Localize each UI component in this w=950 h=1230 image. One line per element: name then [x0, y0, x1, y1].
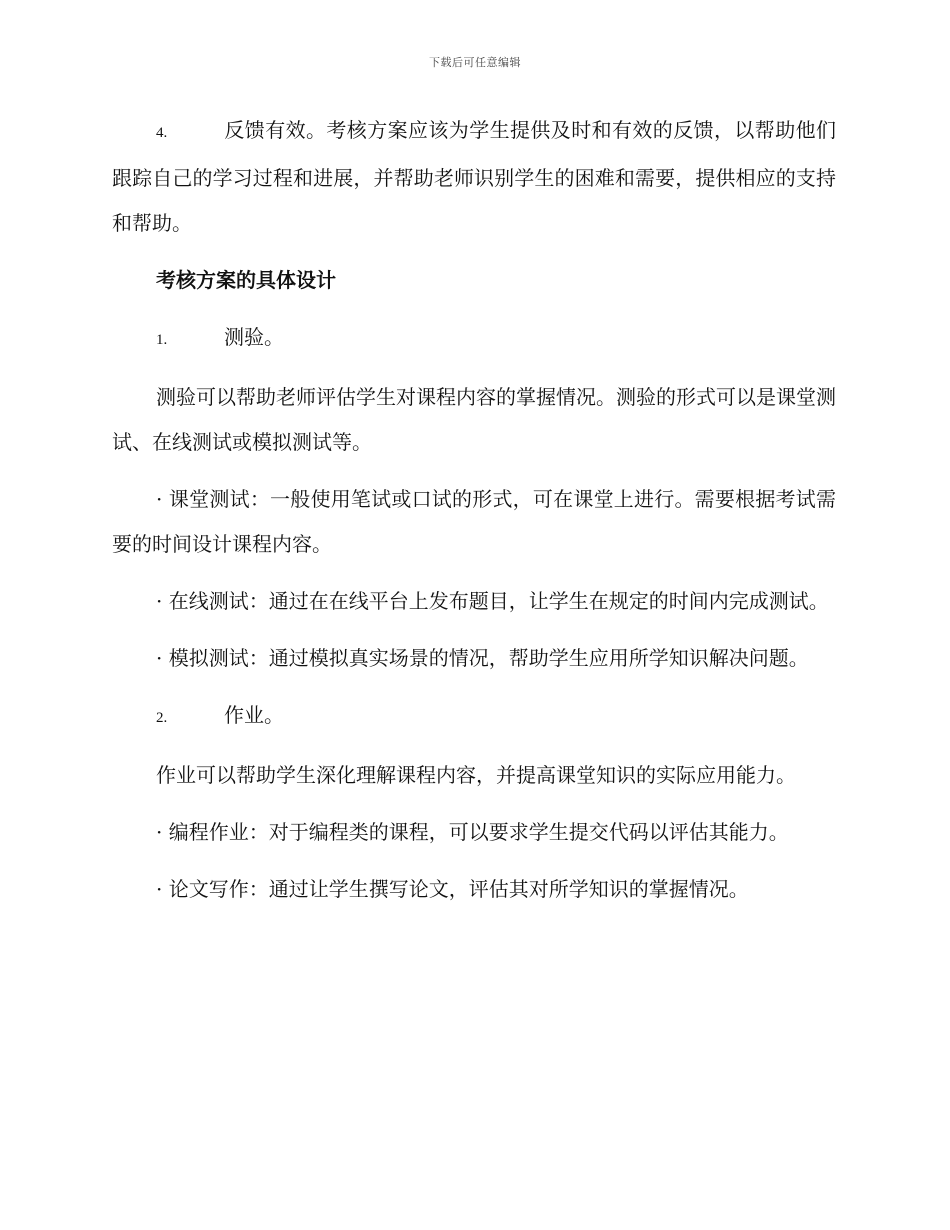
- homework-intro-paragraph: 作业可以帮助学生深化理解课程内容，并提高课堂知识的实际应用能力。: [156, 763, 796, 787]
- numbered-item-1: [112, 315, 836, 363]
- item-text: 反馈有效。考核方案应该为学生提供及时和有效的反馈，以帮助他们跟踪自己的学习过程和进展，并帮助老师识别学生的困难和需要，提供相应的支持和帮助。: [112, 118, 836, 235]
- bullet-programming-homework: · 编程作业：对于编程类的课程，可以要求学生提交代码以评估其能力。: [156, 820, 789, 844]
- numbered-item-2: [112, 693, 836, 741]
- item-text: 作业。: [224, 703, 284, 727]
- bullet-paper-writing: · 论文写作：通过让学生撰写论文，评估其对所学知识的掌握情况。: [156, 877, 749, 901]
- page-header-note: 下载后可任意编辑: [429, 56, 521, 69]
- section-heading: 考核方案的具体设计: [156, 268, 336, 292]
- item-number: 4.: [156, 125, 168, 141]
- bullet-classroom-test: · 课堂测试：一般使用笔试或口试的形式，可在课堂上进行。需要根据考试需要的时间设计课程内容。: [112, 487, 836, 556]
- item-number: 1.: [156, 332, 168, 348]
- bullet-online-test: · 在线测试：通过在在线平台上发布题目，让学生在规定的时间内完成测试。: [156, 589, 829, 613]
- item-text: 测验。: [224, 325, 284, 349]
- numbered-item-4: [112, 108, 836, 246]
- bullet-simulation-test: · 模拟测试：通过模拟真实场景的情况，帮助学生应用所学知识解决问题。: [156, 646, 809, 670]
- document-body: [112, 108, 836, 924]
- item-number: 2.: [156, 710, 168, 726]
- quiz-intro-paragraph: 测验可以帮助老师评估学生对课程内容的掌握情况。测验的形式可以是课堂测试、在线测试或模拟测试等。: [112, 385, 836, 454]
